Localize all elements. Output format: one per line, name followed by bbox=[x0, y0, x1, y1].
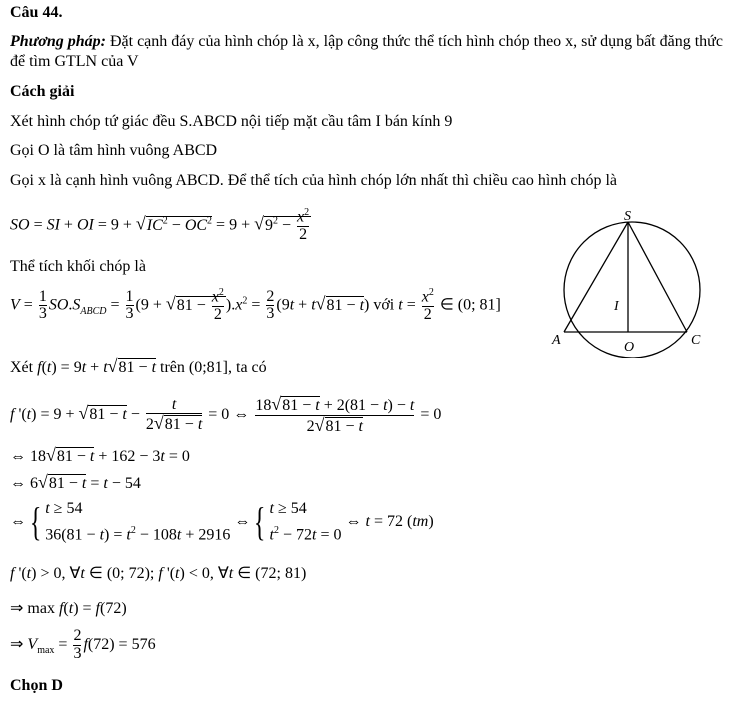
answer-choice: Chọn D bbox=[10, 677, 63, 694]
solution-line-1: Xét hình chóp tứ giác đều S.ABCD nội tiếp mặt cầu tâm I bán kính 9 bbox=[10, 113, 453, 130]
equation-system: ⇔{ t ≥ 54 $36(81 - t) = t^2 - 108t + 2916$ ⇔{ t ≥ 54 $t^2 - 72t = 0$ ⇔ t = 72 (tm) bbox=[10, 499, 434, 545]
method-line bbox=[10, 33, 723, 51]
edge-SA bbox=[564, 222, 628, 332]
function-line: Xét f(t) = 9t + t√81 − t trên (0;81], ta có bbox=[10, 356, 267, 376]
method-text-2: để tìm GTLN của V bbox=[10, 53, 139, 70]
question-number: Câu 44. bbox=[10, 4, 63, 21]
height-formula: SO = SI + OI = $9 + √IC^2 - OC^2 = 9 + √9^2$ − $\frac{x^2}{2}$ bbox=[10, 207, 310, 244]
label-O: O bbox=[624, 340, 635, 355]
equation-step-1: ⇔ 18√81 − t + 162 − 3t = 0 bbox=[10, 445, 190, 465]
method-label: Phương pháp: bbox=[10, 33, 106, 50]
label-A: A bbox=[552, 333, 561, 348]
domain-text: trên (0;81], ta có bbox=[160, 359, 267, 376]
sphere-pyramid-figure bbox=[548, 208, 718, 358]
method-text: Đặt cạnh đáy của hình chóp là x, lập công thức thể tích hình chóp theo x, sử dụng bất đăng thức bbox=[109, 33, 723, 50]
solution-line-3: Gọi x là cạnh hình vuông ABCD. Để thể tích của hình chóp lớn nhất thì chiều cao hình chóp là bbox=[10, 172, 617, 189]
volume-formula: V = $\frac{1}{3}$ $SO.S_{ABCD}$ = $\frac{1}{3}$ (9 + √81 − $\frac{x^2}{2}$ )$.x^2$ = $\frac{2}{3}$ (9t + t√81 − t) với t = $\frac{x^2}{2}$ ∈ (0; 81] bbox=[10, 287, 501, 324]
max-statement: ⇒ max f(t) = f(72) bbox=[10, 600, 127, 617]
equation-step-2: ⇔ 6√81 − t = t − 54 bbox=[10, 472, 141, 492]
label-I: I bbox=[614, 299, 619, 314]
vmax-result: ⇒ $V_{max}$ = $\frac{2}{3}$ f(72) = 576 bbox=[10, 627, 156, 662]
sign-analysis: f '(t) > 0, ∀t ∈ (0; 72); f '(t) < 0, ∀t ∈ (72; 81) bbox=[10, 565, 307, 582]
sphere-circle bbox=[564, 222, 700, 358]
solution-heading: Cách giải bbox=[10, 83, 75, 100]
solution-line-2: Gọi O là tâm hình vuông ABCD bbox=[10, 142, 218, 159]
consider-word: Xét bbox=[10, 359, 34, 376]
label-S: S bbox=[624, 209, 631, 224]
label-C: C bbox=[691, 333, 701, 348]
derivative-formula: f '(t) = 9 + √81 − t − $\frac{t}{2√81 - t}$ = 0 ⇔ $\frac{18√81 - t + 2(81 - t) - t}{2√81 - t}$ = 0 bbox=[10, 394, 442, 435]
solution-line-4: Thể tích khối chóp là bbox=[10, 258, 146, 275]
edge-SC bbox=[628, 222, 687, 332]
with-word: với bbox=[373, 296, 395, 314]
